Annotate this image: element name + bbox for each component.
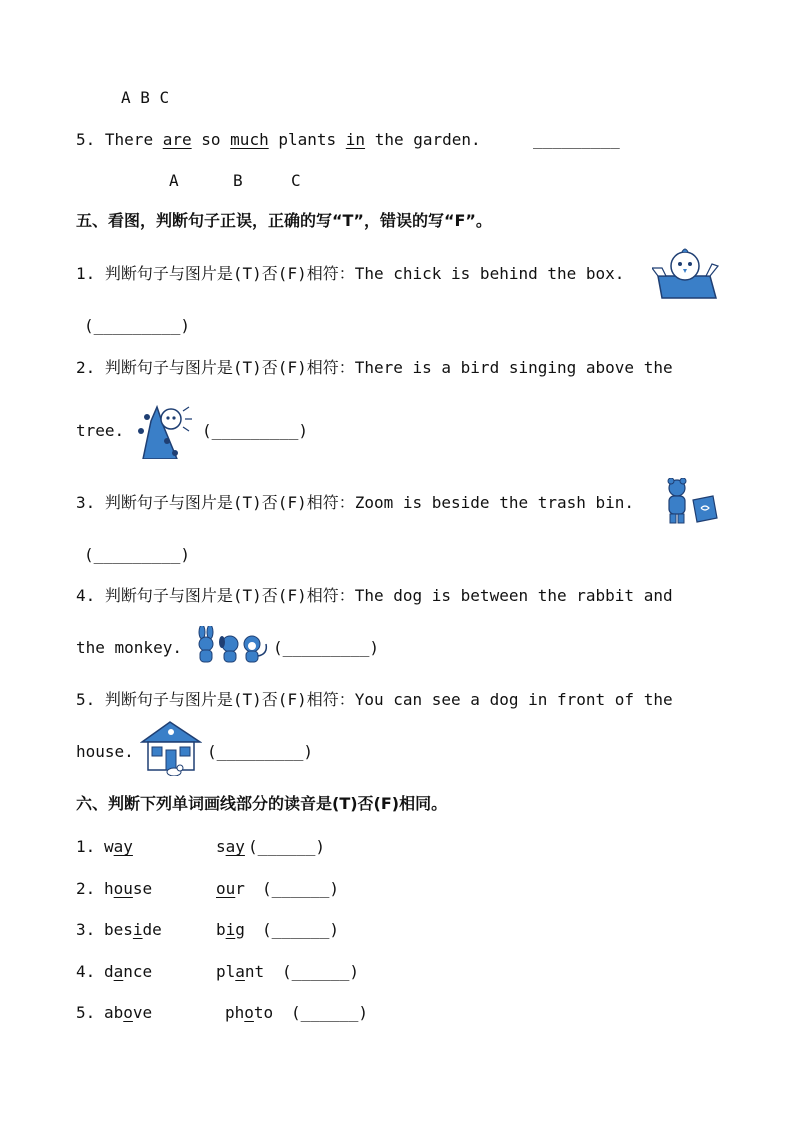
option-b-label: B (233, 171, 243, 190)
word-b: photo (225, 1003, 274, 1022)
s6-item-2-number: 2. (76, 879, 96, 898)
section-6-heading: 六、判断下列单词画线部分的读音是(T)否(F)相同。 (76, 794, 448, 813)
answer-blank[interactable]: (______) (262, 879, 340, 898)
underlined-letters: a (113, 962, 124, 981)
question-5-sentence (76, 130, 481, 150)
answer-blank[interactable]: (______) (291, 1003, 369, 1022)
item-number: 3. (76, 493, 96, 512)
answer-blank[interactable]: (______) (282, 962, 360, 981)
word: There (104, 130, 154, 149)
word-a: way (104, 837, 133, 856)
item-number: 5. (76, 690, 96, 709)
item-text: 判断句子与图片是(T)否(F)相符：The chick is behind the box. (104, 264, 625, 283)
rabbit-dog-monkey-picture (190, 626, 274, 666)
answer-blank[interactable]: (_________) (202, 421, 308, 440)
question-number: 5. (76, 130, 96, 149)
word-b: say (216, 837, 245, 856)
word-b: plant (216, 962, 265, 981)
underlined-letters: ay (225, 837, 245, 856)
underlined-word-b: much (230, 130, 269, 149)
underlined-letters: ou (216, 879, 236, 898)
bear-trash-bin-picture (663, 478, 719, 524)
word: so (201, 130, 221, 149)
item-text: 判断句子与图片是(T)否(F)相符：The dog is between the rabbit and (104, 586, 673, 605)
underlined-word-c: in (345, 130, 366, 149)
word: the garden. (374, 130, 481, 149)
option-a-label: A (169, 171, 179, 190)
underlined-word-a: are (162, 130, 192, 149)
s6-item-3-number: 3. (76, 920, 96, 939)
answer-blank[interactable]: (_________) (273, 638, 379, 657)
item-text: 判断句子与图片是(T)否(F)相符：You can see a dog in front of the (104, 690, 673, 709)
bird-tree-picture (133, 401, 197, 459)
option-c-label: C (291, 171, 301, 190)
word: plants (278, 130, 337, 149)
word-a: above (104, 1003, 153, 1022)
house-dog-picture (140, 720, 202, 776)
underlined-letters: a (235, 962, 245, 981)
item-number: 1. (76, 264, 96, 283)
s6-item-4-number: 4. (76, 962, 96, 981)
s5-item-5 (76, 690, 673, 710)
s5-item-1 (76, 264, 624, 284)
item-number: 2. (76, 358, 96, 377)
underlined-letters: i (225, 920, 236, 939)
s5-item-3 (76, 493, 634, 513)
underlined-letters: o (123, 1003, 133, 1022)
previous-question-options: A B C (121, 88, 170, 107)
item-text: 判断句子与图片是(T)否(F)相符：Zoom is beside the trash bin. (104, 493, 635, 512)
underlined-letters: o (244, 1003, 254, 1022)
word-a: house (104, 879, 153, 898)
section-5-heading: 五、看图，判断句子正误，正确的写“T”，错误的写“F”。 (76, 211, 492, 230)
item-text-continuation: house. (76, 742, 134, 761)
word-a: dance (104, 962, 153, 981)
item-text-continuation: the monkey. (76, 638, 182, 657)
answer-blank[interactable]: (_________) (84, 545, 190, 564)
item-text-continuation: tree. (76, 421, 125, 440)
item-number: 4. (76, 586, 96, 605)
s6-item-1-number: 1. (76, 837, 96, 856)
item-text: 判断句子与图片是(T)否(F)相符：There is a bird singing above the (104, 358, 673, 377)
chick-box-picture (652, 246, 720, 300)
underlined-letters: ay (113, 837, 133, 856)
word-b: big (216, 920, 245, 939)
answer-blank[interactable]: (______) (262, 920, 340, 939)
word-a: beside (104, 920, 162, 939)
answer-blank[interactable]: (______) (248, 837, 326, 856)
s6-item-5-number: 5. (76, 1003, 96, 1022)
s5-item-2 (76, 358, 673, 378)
underlined-letters: i (132, 920, 143, 939)
s5-item-4 (76, 586, 673, 606)
underlined-letters: ou (113, 879, 133, 898)
answer-blank[interactable]: (_________) (84, 316, 190, 335)
word-b: our (216, 879, 245, 898)
answer-blank[interactable]: (_________) (207, 742, 313, 761)
answer-blank[interactable]: _________ (533, 130, 620, 149)
